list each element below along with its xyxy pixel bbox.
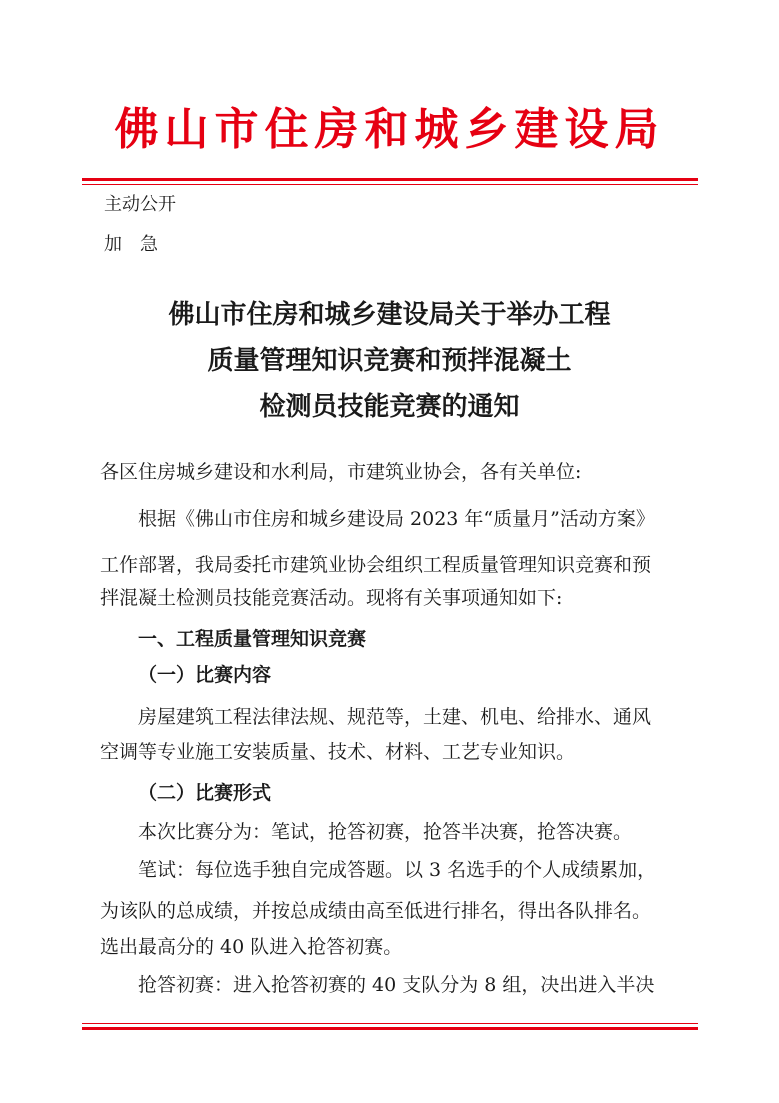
- written-line-3: 选出最高分的 40 队进入抢答初赛。: [100, 936, 403, 958]
- footer-red-rule-thin: [82, 1023, 698, 1024]
- written-line-2: 为该队的总成绩，并按总成绩由高至低进行排名，得出各队排名。: [100, 900, 652, 922]
- content-line-1: 房屋建筑工程法律法规、规范等，土建、机电、给排水、通风: [138, 706, 652, 728]
- intro-line-1: 根据《佛山市住房和城乡建设局 2023 年“质量月”活动方案》: [138, 508, 655, 530]
- header-red-rule: [82, 178, 698, 181]
- intro-line-3: 拌混凝土检测员技能竞赛活动。现将有关事项通知如下:: [100, 587, 563, 609]
- header-red-rule-thin: [82, 184, 698, 185]
- subsection-heading-content: （一）比赛内容: [138, 664, 272, 686]
- addressee: 各区住房城乡建设和水利局，市建筑业协会，各有关单位:: [100, 461, 582, 483]
- written-line-1: 笔试：每位选手独自完成答题。以 3 名选手的个人成绩累加，: [138, 859, 657, 881]
- urgency-label: 加急: [104, 234, 176, 255]
- footer-red-rule: [82, 1027, 698, 1030]
- intro-line-2: 工作部署，我局委托市建筑业协会组织工程质量管理知识竞赛和预: [100, 554, 652, 576]
- content-line-2: 空调等专业施工安装质量、技术、材料、工艺专业知识。: [100, 741, 576, 763]
- document-title-line-3: 检测员技能竞赛的通知: [259, 392, 520, 422]
- document-title-line-2: 质量管理知识竞赛和预拌混凝土: [207, 346, 572, 376]
- issuer-letterhead: 佛山市住房和城乡建设局: [114, 104, 665, 155]
- prelim-line-1: 抢答初赛：进入抢答初赛的 40 支队分为 8 组，决出进入半决: [138, 974, 655, 996]
- section-heading-1: 一、工程质量管理知识竞赛: [138, 628, 367, 650]
- subsection-heading-format: （二）比赛形式: [138, 782, 272, 804]
- document-title-line-1: 佛山市住房和城乡建设局关于举办工程: [168, 300, 611, 330]
- disclosure-label: 主动公开: [104, 194, 176, 215]
- format-paragraph: 本次比赛分为：笔试，抢答初赛，抢答半决赛，抢答决赛。: [138, 821, 633, 843]
